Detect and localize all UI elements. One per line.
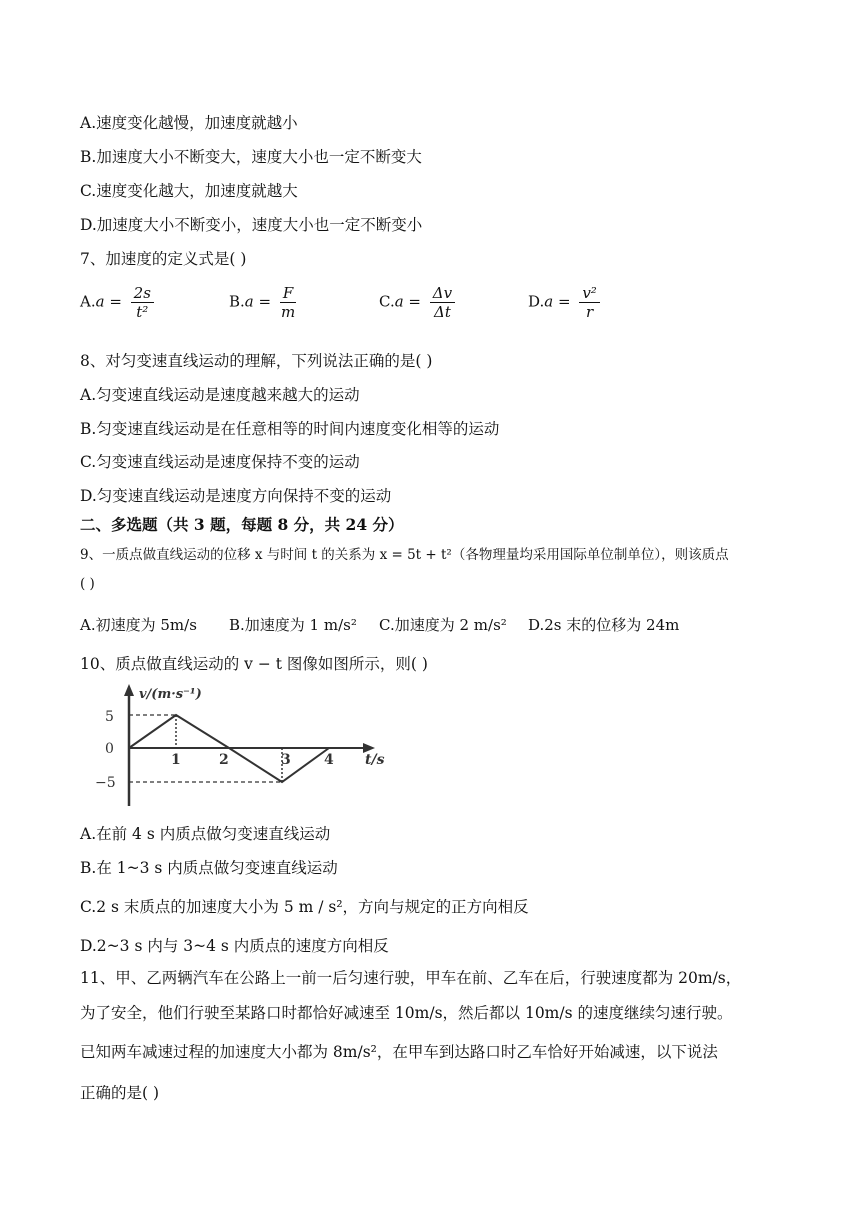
vt-graph-xtick-1: 1	[171, 752, 181, 768]
q8-option-b: B.匀变速直线运动是在任意相等的时间内速度变化相等的运动	[80, 420, 500, 438]
q8-option-d: D.匀变速直线运动是速度方向保持不变的运动	[80, 487, 392, 505]
q9-option-b: B.加速度为 1 m/s²	[229, 616, 357, 634]
vt-graph-ytick-neg5: −5	[95, 775, 116, 791]
q7-option-d: D.a = $\frac{\text{v²}}{r}$	[528, 284, 600, 321]
section-heading: 二、多选题（共 3 题，每题 8 分，共 24 分）	[80, 515, 404, 534]
vt-graph-xtick-4: 4	[324, 752, 334, 768]
q9-option-c: C.加速度为 2 m/s²	[379, 616, 507, 634]
vt-graph-xlabel: t/s	[365, 752, 385, 768]
q6-option-a: A.速度变化越慢，加速度就越小	[80, 114, 298, 132]
q9-option-a: A.初速度为 5m/s	[80, 616, 197, 634]
vt-graph-xtick-3: 3	[281, 752, 291, 768]
q6-option-c: C.速度变化越大，加速度就越大	[80, 182, 298, 200]
vt-graph	[95, 680, 405, 812]
q9-option-d: D.2s 末的位移为 24m	[528, 616, 680, 634]
q10-option-d: D.2~3 s 内与 3~4 s 内质点的速度方向相反	[80, 937, 389, 955]
q11-line-4: 正确的是( )	[80, 1084, 160, 1102]
q10-option-c: C.2 s 末质点的加速度大小为 5 m / s²，方向与规定的正方向相反	[80, 898, 529, 916]
vt-graph-xtick-2: 2	[219, 752, 229, 768]
vt-graph-ylabel: v/(m·s⁻¹)	[139, 687, 202, 702]
q7-option-a: A.a = $\frac{2s}{\text{t²}}$	[80, 284, 154, 321]
q9-stem-paren: ( )	[80, 576, 95, 592]
q7-stem: 7、加速度的定义式是( )	[80, 250, 247, 268]
q9-stem: 9、一质点做直线运动的位移 x 与时间 t 的关系为 x = 5t + t²（各物理量均采用国际单位制单位），则该质点	[80, 547, 729, 563]
vt-graph-ytick-5: 5	[105, 709, 114, 725]
q10-option-a: A.在前 4 s 内质点做匀变速直线运动	[80, 825, 331, 843]
q8-option-a: A.匀变速直线运动是速度越来越大的运动	[80, 386, 360, 404]
q8-stem: 8、对匀变速直线运动的理解，下列说法正确的是( )	[80, 352, 433, 370]
q11-line-2: 为了安全，他们行驶至某路口时都恰好减速至 10m/s，然后都以 10m/s 的速度继续匀速行驶。	[80, 1004, 733, 1022]
q6-option-b: B.加速度大小不断变大，速度大小也一定不断变大	[80, 148, 422, 166]
vt-graph-ytick-0: 0	[105, 741, 114, 757]
vt-graph-y-arrow	[124, 684, 134, 696]
q8-option-c: C.匀变速直线运动是速度保持不变的运动	[80, 453, 360, 471]
q11-line-1: 11、甲、乙两辆汽车在公路上一前一后匀速行驶，甲车在前、乙车在后，行驶速度都为 20m/s，	[80, 969, 742, 987]
q7-option-b: B.a = $\frac{F}{m}$	[229, 284, 296, 321]
q10-option-b: B.在 1~3 s 内质点做匀变速直线运动	[80, 859, 338, 877]
q10-stem: 10、质点做直线运动的 v − t 图像如图所示，则( )	[80, 655, 428, 673]
q11-line-3: 已知两车减速过程的加速度大小都为 8m/s²，在甲车到达路口时乙车恰好开始减速，以下说法	[80, 1043, 718, 1061]
q6-option-d: D.加速度大小不断变小，速度大小也一定不断变小	[80, 216, 423, 234]
q7-option-c: C.a = $\frac{\Delta v}{\Delta t}$	[379, 284, 455, 321]
